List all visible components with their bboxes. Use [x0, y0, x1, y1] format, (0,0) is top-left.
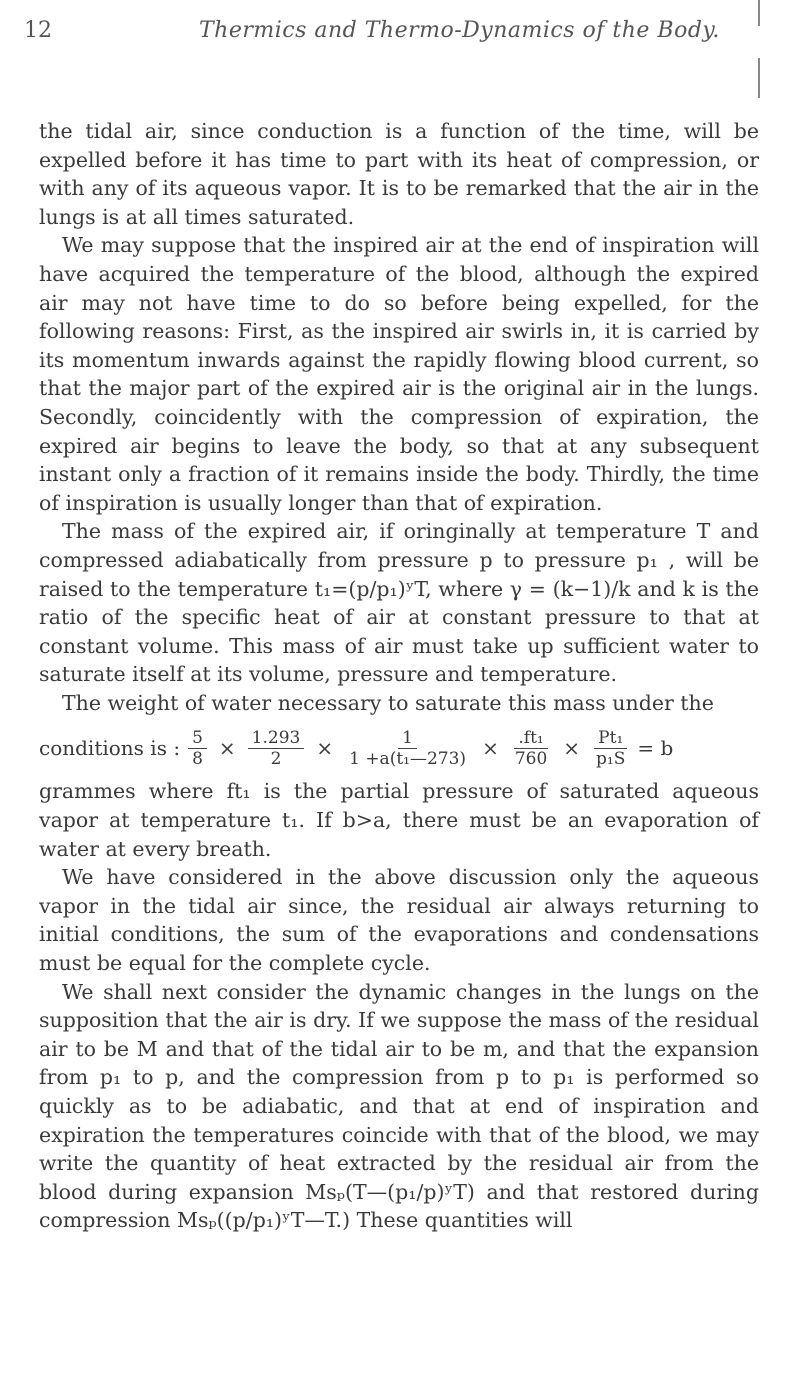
fraction-1: $\frac{5}{8}$: [188, 728, 207, 769]
formula-result: = b: [637, 736, 674, 761]
scan-edge-mark: [758, 58, 760, 98]
paragraph: The mass of the expired air, if oringinally at temperature T and compressed adiabatically from pressure p to pressure p₁ , will be raised to the temperature t₁=(p/p₁)ʸT, where γ = (k−1)/k and k is the ratio of the specific heat of air at constant pressure to that at constant volume. This mass of air must take up sufficient water to saturate itself at its volume, pressure and temperature.: [39, 519, 759, 687]
page-header: [24, 18, 760, 58]
scan-edge-mark: [758, 0, 760, 26]
fraction-4: $\frac{\text{.ft₁}}{760}$: [514, 727, 548, 769]
times-sign: ×: [316, 736, 334, 761]
times-sign: ×: [482, 736, 499, 761]
fraction-5: $\frac{\text{Pt₁}}{\text{p₁S}}$: [596, 727, 626, 769]
paragraph: grammes where ft₁ is the partial pressure of saturated aqueous vapor at temperature t₁. If b>a, there must be an evaporation of water at every breath.: [39, 779, 759, 861]
paragraph: The weight of water necessary to saturate this mass under the: [62, 690, 714, 715]
paragraph: We may suppose that the inspired air at the end of inspiration will have acquired the temperature of the blood, although the expired air may not have time to do so before being expelled, for the following reasons: First, as the inspired air swirls in, it is carried by its momentum inwards against the rapidly flowing blood current, so that the major part of the expired air is the original air in the lungs. Secondly, coincidently with the compression of expiration, the expired air begins to leave the body, so that at any subsequent instant only a fraction of it remains inside the body. Thirdly, the time of inspiration is usually longer than that of expiration.: [39, 233, 759, 515]
fraction-3: $\frac{1}{\text{1 +a(t₁—273)}}$: [349, 727, 467, 769]
saturation-formula: [39, 719, 759, 777]
page-body: [39, 117, 759, 1235]
running-title: Thermics and Thermo-Dynamics of the Body.: [199, 18, 720, 43]
formula-lead: conditions is :: [39, 736, 181, 761]
paragraph: We have considered in the above discussion only the aqueous vapor in the tidal air since, the residual air always returning to initial conditions, the sum of the evaporations and condensations must be equal for the complete cycle.: [39, 865, 759, 976]
paragraph: the tidal air, since conduction is a function of the time, will be expelled before it has time to part with its heat of compression, or with any of its aqueous vapor. It is to be remarked that the air in the lungs is at all times saturated.: [39, 119, 759, 229]
fraction-2: $\frac{1.293}{2}$: [248, 728, 305, 769]
paragraph: We shall next consider the dynamic changes in the lungs on the supposition that the air is dry. If we suppose the mass of the residual air to be M and that of the tidal air to be m, and that the expansion from p₁ to p, and the compression from p to p₁ is performed so quickly as to be adiabatic, and that at end of inspiration and expiration the temperatures coincide with that of the blood, we may write the quantity of heat extracted by the residual air from the blood during expansion Msₚ(T—(p₁/p)ʸT) and that restored during compression Msₚ((p/p₁)ʸT—T.) These quantities will: [39, 979, 759, 1233]
page-number: 12: [24, 18, 52, 43]
times-sign: ×: [218, 736, 236, 761]
times-sign: ×: [563, 736, 581, 761]
